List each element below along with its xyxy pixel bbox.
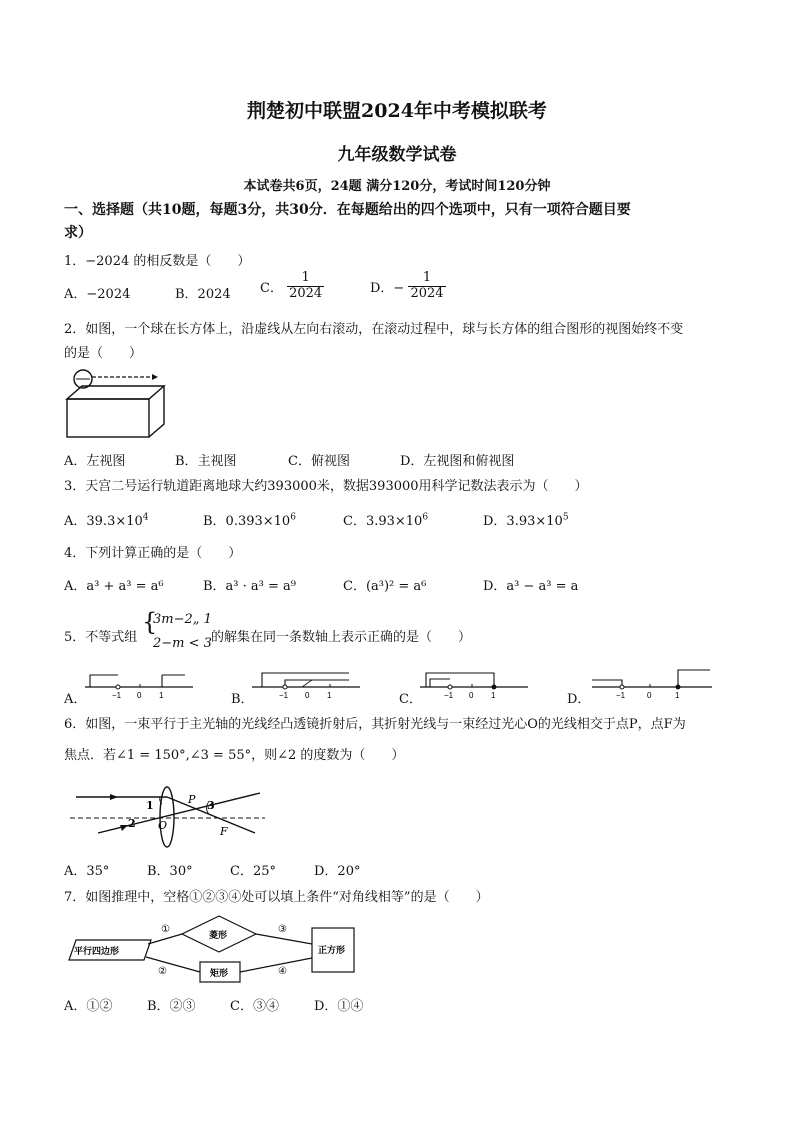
q4-stem: 4．下列计算正确的是（ ） xyxy=(64,546,242,561)
q1-option-b: B．2024 xyxy=(175,287,231,302)
q5-inequality-1: 3m−2„ 1 xyxy=(153,612,212,627)
tick-label: −1 xyxy=(279,691,289,700)
page-title: 荆楚初中联盟2024年中考模拟联考 xyxy=(247,100,547,122)
q6-stem-line1: 6．如图，一束平行于主光轴的光线经凸透镜折射后，其折射光线与一束经过光心O的光线相交于点P，点F为 xyxy=(64,717,686,732)
fraction-denominator: 2024 xyxy=(289,285,323,301)
tick-label: 0 xyxy=(647,691,652,700)
q1-option-c-label: C． xyxy=(260,280,283,296)
q7-option-a: A．①② xyxy=(64,999,113,1014)
q4-option-b: B．a³ · a³ = a⁹ xyxy=(203,579,296,594)
q1-option-d xyxy=(370,271,446,302)
angle-1-label: 1 xyxy=(146,799,154,812)
q1-option-c-fraction xyxy=(287,271,324,302)
q6-option-c: C．25° xyxy=(230,864,276,879)
q6-lens-figure xyxy=(70,775,270,847)
q7-stem: 7．如图推理中，空格①②③④处可以填上条件“对角线相等”的是（ ） xyxy=(64,890,489,905)
section-heading-cont: 求） xyxy=(64,225,92,241)
tick-label: 0 xyxy=(137,691,142,700)
condition-3-label: ③ xyxy=(278,924,287,935)
tick-label: 1 xyxy=(327,691,332,700)
q3-option-d xyxy=(483,510,569,529)
q1-option-d-fraction xyxy=(408,271,445,302)
q1-option-a: A．−2024 xyxy=(64,287,131,302)
q5-option-b-label: B． xyxy=(231,692,254,707)
q1-option-d-label: D．− xyxy=(370,280,405,296)
q6-stem-line2: 焦点．若∠1 = 150°,∠3 = 55°，则∠2 的度数为（ ） xyxy=(64,748,405,763)
point-f-label: F xyxy=(220,825,228,838)
q7-option-b: B．②③ xyxy=(147,999,196,1014)
tick-label: −1 xyxy=(616,691,626,700)
q4-option-a: A．a³ + a³ = a⁶ xyxy=(64,579,164,594)
q2-option-d: D．左视图和俯视图 xyxy=(400,454,515,469)
tick-label: 1 xyxy=(491,691,496,700)
q6-option-d: D．20° xyxy=(314,864,361,879)
tick-label: 1 xyxy=(675,691,680,700)
q5-brace: { xyxy=(142,608,158,636)
q2-option-c: C．俯视图 xyxy=(288,454,350,469)
q4-option-d: D．a³ − a³ = a xyxy=(483,579,579,594)
q5-option-c-label: C． xyxy=(399,692,422,707)
q2-stem-line2: 的是（ ） xyxy=(64,346,143,361)
condition-4-label: ④ xyxy=(278,966,287,977)
fraction-numerator: 1 xyxy=(287,271,324,287)
q5-option-a-label: A． xyxy=(64,692,87,707)
tick-label: −1 xyxy=(112,691,122,700)
q3-c-base: C．3.93×10 xyxy=(343,514,423,529)
q5-number-line-d xyxy=(592,664,714,700)
fraction-numerator: 1 xyxy=(408,271,445,287)
condition-2-label: ② xyxy=(158,966,167,977)
q5-number-line-c xyxy=(420,668,530,700)
q2-stem-line1: 2．如图，一个球在长方体上，沿虚线从左向右滚动，在滚动过程中，球与长方体的组合图形的视图始终不变 xyxy=(64,322,684,337)
q6-option-b: B．30° xyxy=(147,864,193,879)
angle-3-label: 3 xyxy=(207,799,215,812)
q2-cuboid-figure xyxy=(60,366,170,440)
q3-b-base: B．0.393×10 xyxy=(203,514,291,529)
q3-b-exponent: 6 xyxy=(290,512,296,523)
q4-option-c: C．(a³)² = a⁶ xyxy=(343,579,427,594)
q3-a-exponent: 4 xyxy=(142,512,149,523)
q3-c-exponent: 6 xyxy=(422,512,429,523)
fraction-denominator: 2024 xyxy=(410,285,444,301)
parallelogram-label: 平行四边形 xyxy=(74,946,120,956)
section-heading: 一、选择题（共10题，每题3分，共30分．在每题给出的四个选项中，只有一项符合题目要 xyxy=(64,202,631,218)
q1-stem: 1．−2024 的相反数是（ ） xyxy=(64,254,251,269)
q5-number-line-a xyxy=(85,668,195,700)
angle-2-label: 2 xyxy=(128,817,136,830)
q3-option-c xyxy=(343,510,428,529)
q3-option-b xyxy=(203,510,296,529)
q2-option-a: A．左视图 xyxy=(64,454,126,469)
tick-label: −1 xyxy=(444,691,454,700)
q5-inequality-2: 2−m < 3 xyxy=(153,636,212,651)
q3-d-base: D．3.93×10 xyxy=(483,514,563,529)
q3-stem: 3．天宫二号运行轨道距离地球大约393000米，数据393000用科学记数法表示为（ ） xyxy=(64,479,588,494)
tick-label: 1 xyxy=(159,691,164,700)
q5-number-line-b xyxy=(252,668,362,700)
rectangle-label: 矩形 xyxy=(210,968,229,978)
q5-prefix: 5．不等式组 xyxy=(64,630,138,645)
point-p-label: P xyxy=(188,793,196,806)
square-label: 正方形 xyxy=(318,945,346,955)
q3-option-a xyxy=(64,510,149,529)
tick-label: 0 xyxy=(469,691,474,700)
tick-label: 0 xyxy=(305,691,310,700)
page-subtitle: 九年级数学试卷 xyxy=(337,145,457,165)
q3-a-base: A．39.3×10 xyxy=(64,514,143,529)
q1-option-c xyxy=(260,271,324,302)
rhombus-label: 菱形 xyxy=(209,930,228,940)
point-o-label: O xyxy=(158,819,168,832)
condition-1-label: ① xyxy=(161,924,170,935)
q6-option-a: A．35° xyxy=(64,864,110,879)
q2-option-b: B．主视图 xyxy=(175,454,237,469)
exam-info: 本试卷共6页，24题 满分120分，考试时间120分钟 xyxy=(243,179,551,194)
q7-option-d: D．①④ xyxy=(314,999,364,1014)
q5-suffix: 的解集在同一条数轴上表示正确的是（ ） xyxy=(211,630,472,645)
q3-d-exponent: 5 xyxy=(562,512,569,523)
q5-option-d-label: D． xyxy=(567,692,591,707)
q7-option-c: C．③④ xyxy=(230,999,279,1014)
q7-flow-figure xyxy=(66,912,361,986)
